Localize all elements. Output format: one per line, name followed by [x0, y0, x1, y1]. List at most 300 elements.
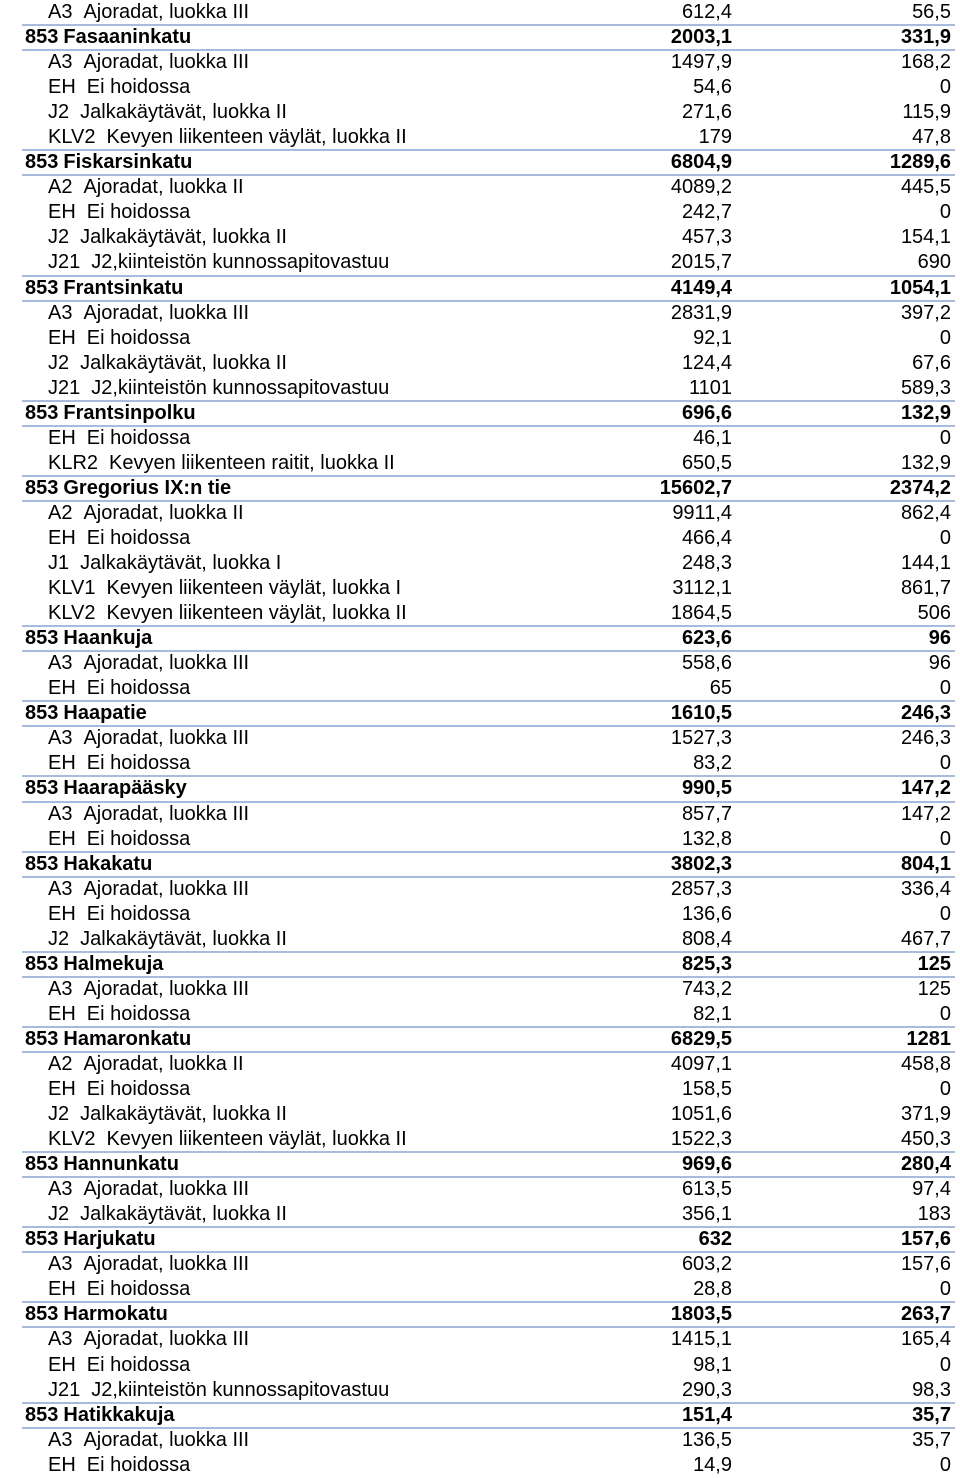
row-label	[25, 276, 183, 301]
row-code: EH	[48, 752, 76, 775]
first-value-cell: 4089,2	[670, 176, 732, 199]
second-value-cell: 0	[939, 1002, 951, 1025]
row-code: 853	[25, 952, 59, 975]
row-label	[25, 852, 152, 877]
row-code: J2	[48, 927, 70, 950]
row-description: Jalkakäytävät, luokka II	[80, 226, 287, 249]
first-value-cell: 2015,7	[670, 251, 732, 274]
row-code: EH	[48, 76, 76, 99]
second-value-cell: 67,6	[912, 351, 951, 374]
row-description: Hannunkatu	[63, 1153, 179, 1176]
row-label	[25, 701, 147, 726]
second-value-cell: 132,9	[900, 401, 951, 424]
row-code: A3	[48, 1253, 73, 1276]
first-value-cell: 132,8	[681, 827, 732, 850]
item-row	[0, 0, 960, 25]
row-code: 853	[25, 1228, 59, 1251]
row-code: EH	[48, 526, 76, 549]
row-description: Ajoradat, luokka III	[83, 1253, 250, 1276]
first-value-cell: 969,6	[681, 1153, 732, 1176]
group-row	[0, 1227, 960, 1252]
first-value-cell: 825,3	[681, 952, 732, 975]
item-row	[0, 175, 960, 200]
item-row	[0, 326, 960, 351]
row-code: A3	[48, 802, 73, 825]
second-value-cell: 125	[917, 977, 951, 1000]
row-description: Ei hoidossa	[86, 1278, 191, 1301]
row-label	[48, 301, 249, 326]
row-description: Hakakatu	[63, 852, 153, 875]
item-row	[0, 426, 960, 451]
first-value-cell: 46,1	[693, 426, 732, 449]
row-description: Ajoradat, luokka III	[83, 1178, 250, 1201]
row-code: EH	[48, 1278, 76, 1301]
row-code: A3	[48, 652, 73, 675]
row-label	[25, 952, 163, 977]
row-code: EH	[48, 902, 76, 925]
row-description: Jalkakäytävät, luokka I	[80, 552, 282, 575]
first-value-cell: 356,1	[681, 1203, 732, 1226]
item-row	[0, 1252, 960, 1277]
row-code: A3	[48, 977, 73, 1000]
item-row	[0, 1102, 960, 1127]
item-row	[0, 1177, 960, 1202]
second-value-cell: 0	[939, 752, 951, 775]
item-row	[0, 100, 960, 125]
row-description: Fasaaninkatu	[63, 26, 192, 49]
row-label	[48, 751, 190, 776]
item-row	[0, 1453, 960, 1478]
first-value-cell: 632	[698, 1228, 732, 1251]
first-value-cell: 743,2	[681, 977, 732, 1000]
group-row	[0, 1027, 960, 1052]
row-description: Ei hoidossa	[86, 1453, 191, 1476]
first-value-cell: 82,1	[693, 1002, 732, 1025]
row-description: Jalkakäytävät, luokka II	[80, 101, 287, 124]
item-row	[0, 751, 960, 776]
first-value-cell: 1522,3	[670, 1128, 732, 1151]
row-description: Ajoradat, luokka II	[83, 1052, 244, 1075]
item-row	[0, 1127, 960, 1152]
first-value-cell: 990,5	[681, 777, 732, 800]
first-value-cell: 15602,7	[659, 476, 732, 499]
row-label	[48, 877, 249, 902]
row-code: KLV1	[48, 577, 96, 600]
row-description: Ajoradat, luokka III	[83, 51, 250, 74]
row-code: KLV2	[48, 602, 96, 625]
row-description: Haarapääsky	[63, 777, 187, 800]
row-label	[48, 1052, 244, 1077]
second-value-cell: 144,1	[900, 552, 951, 575]
row-code: 853	[25, 151, 59, 174]
row-code: EH	[48, 1453, 76, 1476]
group-row	[0, 401, 960, 426]
row-code: A3	[48, 1178, 73, 1201]
item-row	[0, 726, 960, 751]
first-value-cell: 1527,3	[670, 727, 732, 750]
row-description: Ajoradat, luokka III	[83, 802, 250, 825]
item-row	[0, 376, 960, 401]
second-value-cell: 96	[928, 627, 951, 650]
first-value-cell: 4097,1	[670, 1052, 732, 1075]
item-row	[0, 1353, 960, 1378]
first-value-cell: 1497,9	[670, 51, 732, 74]
group-row	[0, 1403, 960, 1428]
second-value-cell: 0	[939, 76, 951, 99]
first-value-cell: 650,5	[681, 451, 732, 474]
second-value-cell: 132,9	[900, 451, 951, 474]
row-description: Haankuja	[63, 627, 153, 650]
first-value-cell: 136,6	[681, 902, 732, 925]
group-row	[0, 852, 960, 877]
row-description: Kevyen liikenteen väylät, luokka I	[106, 577, 402, 600]
row-label	[48, 977, 249, 1002]
second-value-cell: 246,3	[900, 727, 951, 750]
row-label	[25, 776, 187, 801]
second-value-cell: 0	[939, 677, 951, 700]
row-description: Fiskarsinkatu	[63, 151, 193, 174]
row-description: Jalkakäytävät, luokka II	[80, 927, 287, 950]
item-row	[0, 526, 960, 551]
first-value-cell: 1803,5	[670, 1303, 732, 1326]
second-value-cell: 336,4	[900, 877, 951, 900]
row-code: EH	[48, 201, 76, 224]
row-label	[48, 225, 287, 250]
first-value-cell: 2831,9	[670, 301, 732, 324]
first-value-cell: 65	[709, 677, 732, 700]
item-row	[0, 351, 960, 376]
row-label	[48, 1127, 407, 1152]
row-description: Haapatie	[63, 702, 147, 725]
first-value-cell: 158,5	[681, 1078, 732, 1101]
second-value-cell: 2374,2	[889, 476, 951, 499]
row-label	[48, 125, 407, 150]
row-description: Hatikkakuja	[63, 1403, 175, 1426]
first-value-cell: 4149,4	[670, 276, 732, 299]
group-row	[0, 276, 960, 301]
first-value-cell: 179	[698, 126, 732, 149]
second-value-cell: 1281	[906, 1027, 951, 1050]
row-code: 853	[25, 1153, 59, 1176]
group-row	[0, 776, 960, 801]
row-code: J1	[48, 552, 70, 575]
second-value-cell: 47,8	[912, 126, 951, 149]
row-description: Kevyen liikenteen raitit, luokka II	[109, 451, 395, 474]
row-code: J2	[48, 226, 70, 249]
item-row	[0, 50, 960, 75]
row-label	[48, 175, 244, 200]
item-row	[0, 576, 960, 601]
row-code: 853	[25, 1027, 59, 1050]
row-label	[25, 1027, 191, 1052]
row-description: Ajoradat, luokka III	[83, 301, 250, 324]
row-description: Halmekuja	[63, 952, 164, 975]
row-description: Kevyen liikenteen väylät, luokka II	[106, 602, 407, 625]
item-row	[0, 1052, 960, 1077]
item-row	[0, 827, 960, 852]
row-code: 853	[25, 627, 59, 650]
first-value-cell: 1051,6	[670, 1103, 732, 1126]
item-row	[0, 451, 960, 476]
group-row	[0, 1302, 960, 1327]
row-code: A3	[48, 51, 73, 74]
row-code: 853	[25, 777, 59, 800]
first-value-cell: 603,2	[681, 1253, 732, 1276]
row-description: Harjukatu	[63, 1228, 156, 1251]
item-row	[0, 1077, 960, 1102]
row-description: Ajoradat, luokka III	[83, 652, 250, 675]
row-label	[48, 551, 281, 576]
row-description: Ajoradat, luokka III	[83, 977, 250, 1000]
row-description: Ajoradat, luokka II	[83, 176, 244, 199]
first-value-cell: 290,3	[681, 1378, 732, 1401]
second-value-cell: 154,1	[900, 226, 951, 249]
row-description: Ajoradat, luokka II	[83, 501, 244, 524]
row-code: J2	[48, 1203, 70, 1226]
row-label	[25, 476, 231, 501]
row-code: EH	[48, 1353, 76, 1376]
row-description: J2,kiinteistön kunnossapitovastuu	[91, 251, 390, 274]
item-row	[0, 1378, 960, 1403]
item-row	[0, 1277, 960, 1302]
second-value-cell: 862,4	[900, 501, 951, 524]
first-value-cell: 457,3	[681, 226, 732, 249]
item-row	[0, 1327, 960, 1352]
second-value-cell: 97,4	[912, 1178, 951, 1201]
second-value-cell: 450,3	[900, 1128, 951, 1151]
second-value-cell: 96	[928, 652, 951, 675]
row-code: A3	[48, 1428, 73, 1451]
group-row	[0, 1152, 960, 1177]
row-description: J2,kiinteistön kunnossapitovastuu	[91, 376, 390, 399]
row-label	[48, 351, 287, 376]
second-value-cell: 0	[939, 1453, 951, 1476]
row-code: EH	[48, 426, 76, 449]
row-code: J2	[48, 1103, 70, 1126]
row-description: Ajoradat, luokka III	[83, 727, 250, 750]
row-description: Ei hoidossa	[86, 1078, 191, 1101]
second-value-cell: 246,3	[900, 702, 951, 725]
row-label	[25, 1403, 175, 1428]
second-value-cell: 0	[939, 1078, 951, 1101]
row-label	[48, 376, 389, 401]
first-value-cell: 3802,3	[670, 852, 732, 875]
second-value-cell: 467,7	[900, 927, 951, 950]
second-value-cell: 0	[939, 526, 951, 549]
row-label	[48, 1378, 389, 1403]
first-value-cell: 242,7	[681, 201, 732, 224]
second-value-cell: 0	[939, 426, 951, 449]
row-code: J21	[48, 1378, 81, 1401]
first-value-cell: 98,1	[693, 1353, 732, 1376]
row-label	[48, 676, 190, 701]
row-description: Jalkakäytävät, luokka II	[80, 1103, 287, 1126]
row-code: EH	[48, 326, 76, 349]
row-code: J2	[48, 101, 70, 124]
second-value-cell: 804,1	[900, 852, 951, 875]
row-label	[48, 526, 190, 551]
row-code: A3	[48, 877, 73, 900]
row-label	[25, 150, 192, 175]
second-value-cell: 157,6	[900, 1228, 951, 1251]
row-description: Hamaronkatu	[63, 1027, 192, 1050]
item-row	[0, 802, 960, 827]
row-code: KLV2	[48, 1128, 96, 1151]
row-label	[48, 902, 190, 927]
second-value-cell: 458,8	[900, 1052, 951, 1075]
row-label	[48, 802, 249, 827]
first-value-cell: 83,2	[693, 752, 732, 775]
group-row	[0, 626, 960, 651]
row-description: Ei hoidossa	[86, 1353, 191, 1376]
second-value-cell: 263,7	[900, 1303, 951, 1326]
row-label	[48, 1177, 249, 1202]
first-value-cell: 92,1	[693, 326, 732, 349]
row-label	[48, 451, 395, 476]
second-value-cell: 397,2	[900, 301, 951, 324]
row-description: Ei hoidossa	[86, 426, 191, 449]
row-code: EH	[48, 827, 76, 850]
row-label	[48, 1202, 287, 1227]
second-value-cell: 0	[939, 201, 951, 224]
first-value-cell: 466,4	[681, 526, 732, 549]
item-row	[0, 651, 960, 676]
row-code: J21	[48, 251, 81, 274]
row-code: A2	[48, 176, 73, 199]
second-value-cell: 371,9	[900, 1103, 951, 1126]
first-value-cell: 808,4	[681, 927, 732, 950]
row-label	[48, 601, 407, 626]
item-row	[0, 200, 960, 225]
item-row	[0, 551, 960, 576]
row-description: Ei hoidossa	[86, 76, 191, 99]
row-code: EH	[48, 1078, 76, 1101]
second-value-cell: 331,9	[900, 26, 951, 49]
row-code: A3	[48, 1328, 73, 1351]
row-code: 853	[25, 26, 59, 49]
first-value-cell: 9911,4	[672, 501, 732, 524]
row-label	[48, 75, 190, 100]
second-value-cell: 98,3	[912, 1378, 951, 1401]
row-label	[48, 726, 249, 751]
row-description: Ei hoidossa	[86, 677, 191, 700]
row-label	[48, 326, 190, 351]
first-value-cell: 271,6	[681, 101, 732, 124]
row-label	[48, 0, 249, 25]
group-row	[0, 701, 960, 726]
first-value-cell: 3112,1	[672, 577, 732, 600]
second-value-cell: 589,3	[900, 376, 951, 399]
first-value-cell: 6829,5	[670, 1027, 732, 1050]
item-row	[0, 125, 960, 150]
group-row	[0, 476, 960, 501]
row-code: A2	[48, 501, 73, 524]
row-label	[48, 501, 244, 526]
first-value-cell: 136,5	[681, 1428, 732, 1451]
row-description: Ei hoidossa	[86, 752, 191, 775]
second-value-cell: 125	[917, 952, 951, 975]
second-value-cell: 506	[917, 602, 951, 625]
second-value-cell: 445,5	[900, 176, 951, 199]
second-value-cell: 0	[939, 1278, 951, 1301]
row-code: EH	[48, 1002, 76, 1025]
first-value-cell: 1864,5	[670, 602, 732, 625]
row-label	[25, 626, 152, 651]
row-label	[48, 100, 287, 125]
first-value-cell: 857,7	[681, 802, 732, 825]
second-value-cell: 280,4	[900, 1153, 951, 1176]
row-label	[25, 401, 196, 426]
row-code: J2	[48, 351, 70, 374]
second-value-cell: 147,2	[900, 802, 951, 825]
second-value-cell: 861,7	[900, 577, 951, 600]
second-value-cell: 115,9	[902, 101, 951, 124]
row-description: J2,kiinteistön kunnossapitovastuu	[91, 1378, 390, 1401]
row-label	[48, 651, 249, 676]
item-row	[0, 1002, 960, 1027]
row-code: 853	[25, 401, 59, 424]
row-label	[25, 25, 191, 50]
row-code: 853	[25, 702, 59, 725]
row-description: Ajoradat, luokka III	[83, 1328, 250, 1351]
second-value-cell: 1289,6	[889, 151, 951, 174]
first-value-cell: 54,6	[693, 76, 732, 99]
row-label	[48, 1453, 190, 1478]
second-value-cell: 0	[939, 902, 951, 925]
row-code: A3	[48, 727, 73, 750]
second-value-cell: 0	[939, 1353, 951, 1376]
row-label	[25, 1152, 179, 1177]
row-description: Ajoradat, luokka III	[83, 1428, 250, 1451]
row-description: Frantsinpolku	[63, 401, 196, 424]
second-value-cell: 147,2	[900, 777, 951, 800]
first-value-cell: 1101	[688, 376, 732, 399]
item-row	[0, 902, 960, 927]
row-label	[25, 1302, 168, 1327]
row-description: Ei hoidossa	[86, 827, 191, 850]
first-value-cell: 612,4	[681, 1, 732, 23]
row-code: KLR2	[48, 451, 99, 474]
row-label	[48, 426, 190, 451]
row-label	[48, 1102, 287, 1127]
group-row	[0, 952, 960, 977]
row-description: Ei hoidossa	[86, 526, 191, 549]
first-value-cell: 2857,3	[670, 877, 732, 900]
row-label	[48, 250, 389, 275]
row-code: 853	[25, 276, 59, 299]
item-row	[0, 877, 960, 902]
first-value-cell: 124,4	[681, 351, 732, 374]
first-value-cell: 2003,1	[670, 26, 732, 49]
row-description: Gregorius IX:n tie	[63, 476, 232, 499]
row-code: A3	[48, 301, 73, 324]
second-value-cell: 0	[939, 326, 951, 349]
item-row	[0, 977, 960, 1002]
row-label	[25, 1227, 156, 1252]
item-row	[0, 1202, 960, 1227]
first-value-cell: 558,6	[681, 652, 732, 675]
first-value-cell: 6804,9	[670, 151, 732, 174]
row-description: Ei hoidossa	[86, 201, 191, 224]
first-value-cell: 151,4	[681, 1403, 732, 1426]
item-row	[0, 501, 960, 526]
row-label	[48, 200, 190, 225]
second-value-cell: 35,7	[912, 1428, 951, 1451]
row-label	[48, 827, 190, 852]
row-description: Ei hoidossa	[86, 1002, 191, 1025]
second-value-cell: 1054,1	[889, 276, 951, 299]
row-code: KLV2	[48, 126, 96, 149]
